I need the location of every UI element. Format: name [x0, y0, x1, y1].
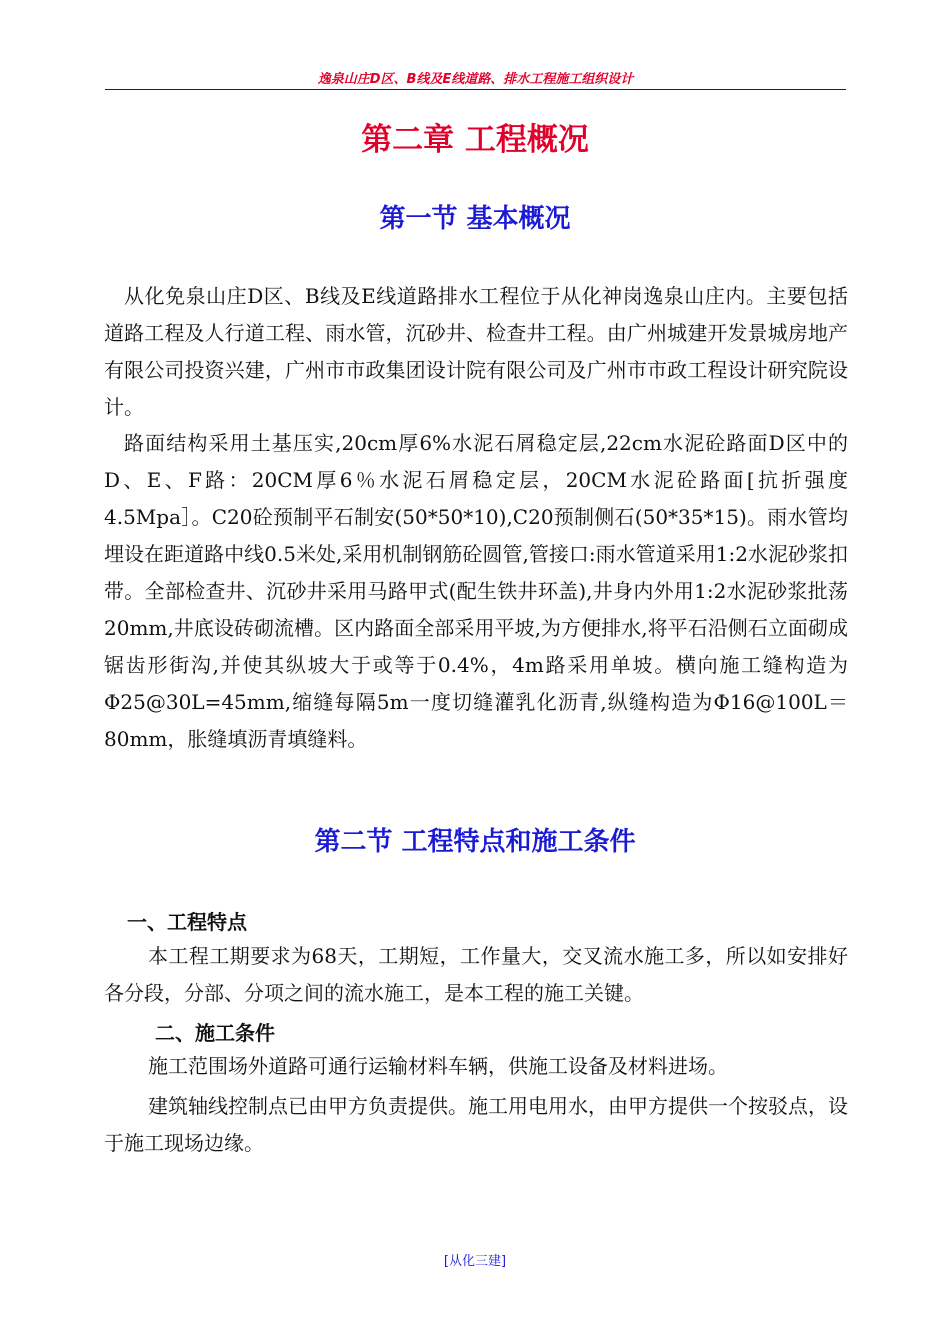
- paragraph-project-features: 本工程工期要求为68天，工期短，工作量大，交叉流水施工多，所以如安排好各分段，分部、分项之间的流水施工，是本工程的施工关键。: [104, 944, 848, 1005]
- subheading-construction-conditions: 二、施工条件: [155, 1021, 275, 1045]
- running-header: 逸泉山庄D区、B线及E线道路、排水工程施工组织设计: [317, 72, 634, 87]
- section-title-features-conditions: 第二节 工程特点和施工条件: [314, 827, 636, 857]
- header-rule: [105, 89, 846, 90]
- running-footer: [从化三建]: [443, 1254, 507, 1269]
- subheading-project-features: 一、工程特点: [127, 910, 247, 934]
- section-title-basic-overview: 第一节 基本概况: [379, 204, 571, 234]
- paragraph-pavement-structure: 路面结构采用土基压实,20cm厚6%水泥石屑稳定层,22cm水泥砼路面D区中的D、E、F路：20CM厚6％水泥石屑稳定层，20CM水泥砼路面[抗折强度4.5Mpa］。C20砼预制平石制安(50*50*10),C20预制侧石(50*35*15)。雨水管均埋设在距道路中线0.5米处,采用机制钢筋砼圆管,管接口:雨水管道采用1:2水泥砂浆扣带。全部检查井、沉砂井采用马路甲式(配生铁井环盖),井身内外用1:2水泥砂浆批荡20mm,井底设砖砌流槽。区内路面全部采用平坡,为方便排水,将平石沿侧石立面砌成锯齿形街沟,并使其纵坡大于或等于0.4%，4m路采用单坡。横向施工缝构造为Φ25@30L=45mm,缩缝每隔5m一度切缝灌乳化沥青,纵缝构造为Φ16@100L＝80mm，胀缝填沥青填缝料。: [104, 431, 848, 751]
- chapter-title: 第二章 工程概况: [361, 122, 589, 158]
- paragraph-project-location: 从化免泉山庄D区、B线及E线道路排水工程位于从化神岗逸泉山庄内。主要包括道路工程及人行道工程、雨水管，沉砂井、检查井工程。由广州城建开发景城房地产有限公司投资兴建，广州市市政集团设计院有限公司及广州市市政工程设计研究院设计。: [104, 284, 848, 419]
- paragraph-site-access: 施工范围场外道路可通行运输材料车辆，供施工设备及材料进场。: [148, 1054, 728, 1078]
- paragraph-control-points-utilities: 建筑轴线控制点已由甲方负责提供。施工用电用水，由甲方提供一个按驳点，设于施工现场边缘。: [104, 1094, 848, 1155]
